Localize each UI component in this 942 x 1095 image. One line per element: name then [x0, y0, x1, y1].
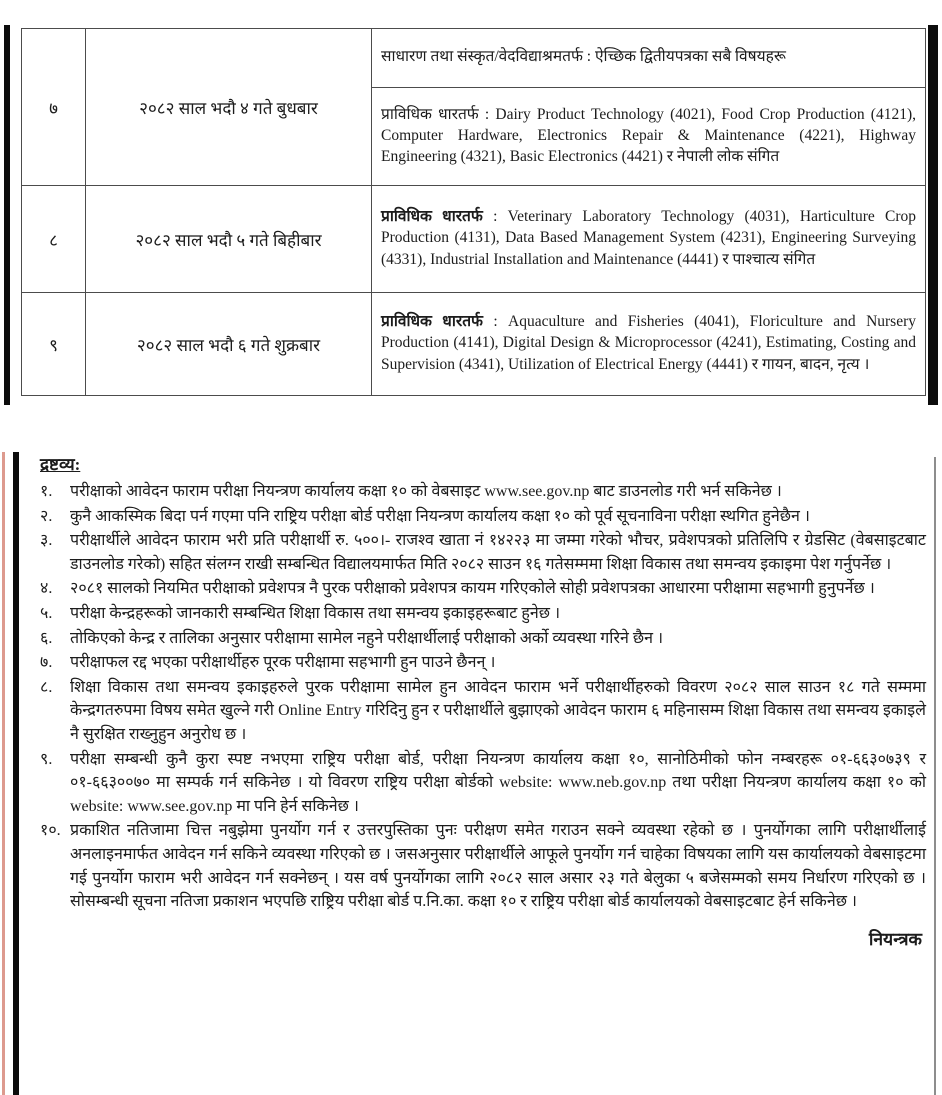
note-text-1: परीक्षाको आवेदन फाराम परीक्षा नियन्त्रण कार्यालय कक्षा १० को वेबसाइट www.see.gov.np बाट डाउनलोड गरी भर्न सकिनेछ । [70, 483, 782, 500]
row7-technical-subjects-cell [372, 88, 926, 186]
row7-exam-date: २०८२ साल भदौ ४ गते बुधबार [86, 29, 372, 186]
row9-serial-number: ९ [22, 293, 86, 396]
note-text-9: परीक्षा सम्बन्धी कुनै कुरा स्पष्ट नभएमा राष्ट्रिय परीक्षा बोर्ड, परीक्षा नियन्त्रण कार्यालय कक्षा १०, सानोठिमीको फोन नम्बरहरू ०१-६६३०७३९ र ०१-६६३००७० मा सम्पर्क गर्न सकिनेछ । यो विवरण राष्ट्रिय परीक्षा बोर्डको website: www.neb.gov.np तथा परीक्षा नियन्त्रण कार्यालय कक्षा १० को website: www.see.gov.np मा पनि हेर्न सकिनेछ । [70, 750, 926, 815]
note-text-8: शिक्षा विकास तथा समन्वय इकाइहरुले पुरक परीक्षामा सामेल हुन आवेदन फाराम भर्ने परीक्षार्थीहरुको विवरण २०८२ साल साउन १८ गते सम्ममा केन्द्रगतरुपमा विषय समेत खुल्ने गरी Online Entry गरिदिनु हुन र परीक्षार्थीले बुझाएको आवेदन फाराम ६ महिनासम्म शिक्षा विकास तथा समन्वय इकाइले नै सुरक्षित राख्नुहुन अनुरोध छ । [70, 678, 926, 743]
note-item-1 [40, 480, 926, 504]
row9-technical-lead: प्राविधिक धारतर्फ [381, 313, 483, 331]
note-marker-7: ७. [40, 654, 53, 672]
note-item-8 [40, 676, 926, 747]
row7-technical-rest: : Dairy Product Technology (4021), Food Crop Production (4121), Computer Hardware, Electronics Repair & Maintenance (4221), Highway Engineering (4321), Basic Electronics (4421) र नेपाली लोक संगित [381, 105, 917, 166]
note-item-3 [40, 529, 926, 576]
note-text-7: परीक्षाफल रद्द भएका परीक्षार्थीहरु पूरक परीक्षामा सहभागी हुन पाउने छैनन् । [70, 654, 496, 672]
note-item-10 [40, 819, 926, 913]
table-row-9 [22, 293, 926, 396]
notes-left-accent-line [2, 452, 5, 1095]
row9-technical-subjects-cell [372, 293, 926, 396]
notes-right-border-line [934, 457, 936, 1095]
row8-technical-subjects-cell [372, 186, 926, 293]
note-text-10: प्रकाशित नतिजामा चित्त नबुझेमा पुनर्योग गर्न र उत्तरपुस्तिका पुनः परीक्षण समेत गराउन सक्ने व्यवस्था रहेको छ । पुनर्योगका लागि परीक्षार्थीलाई अनलाइनमार्फत आवेदन गर्न सकिने व्यवस्था गरिएको छ । जसअनुसार परीक्षार्थीले आफूले पुनर्योग गर्न चाहेका विषयका लागि यस कार्यालयको वेबसाइटमा गई पुनर्योग फाराम भरी आवेदन गर्न सक्नेछन् । यस वर्ष पुनर्योगका लागि २०८२ साल असार २३ गते बेलुका ५ बजेसम्मको समय निर्धारण गरिएको छ । सोसम्बन्धी सूचना नतिजा प्रकाशन भएपछि राष्ट्रिय परीक्षा बोर्ड प.नि.का. कक्षा १० र राष्ट्रिय परीक्षा बोर्ड कार्यालयको वेबसाइटबाट हेर्न सकिनेछ । [70, 822, 926, 911]
note-marker-3: ३. [40, 532, 53, 550]
note-marker-5: ५. [40, 604, 53, 622]
note-marker-8: ८. [40, 678, 53, 696]
note-item-2 [40, 505, 926, 529]
note-marker-4: ४. [40, 580, 53, 598]
note-text-5: परीक्षा केन्द्रहरूको जानकारी सम्बन्धित शिक्षा विकास तथा समन्वय इकाइहरूबाट हुनेछ । [70, 604, 561, 622]
note-marker-6: ६. [40, 629, 53, 647]
row9-exam-date: २०८२ साल भदौ ६ गते शुक्रबार [86, 293, 372, 396]
row7-general-subjects-cell: साधारण तथा संस्कृत/वेदविद्याश्रमतर्फ : ऐच्छिक द्वितीयपत्रका सबै विषयहरू [372, 29, 926, 88]
notes-content [40, 453, 926, 951]
table-row-7 [22, 29, 926, 88]
note-item-9 [40, 748, 926, 819]
row8-technical-lead: प्राविधिक धारतर्फ [381, 208, 483, 226]
exam-schedule-table [21, 28, 926, 396]
note-marker-9: ९. [40, 750, 53, 768]
note-marker-10: १०. [40, 822, 61, 840]
signature-controller: नियन्त्रक [868, 928, 922, 949]
note-item-5 [40, 602, 926, 626]
row8-exam-date: २०८२ साल भदौ ५ गते बिहीबार [86, 186, 372, 293]
notes-heading: द्रष्टव्य: [40, 455, 81, 474]
note-item-6 [40, 627, 926, 651]
note-marker-2: २. [40, 507, 53, 525]
note-marker-1: १. [40, 483, 53, 500]
page-border-bar-right [928, 25, 938, 405]
note-item-4 [40, 577, 926, 601]
page-border-bar-left [4, 25, 10, 405]
exam-schedule-table-wrap [21, 28, 926, 396]
row8-technical-rest: : Veterinary Laboratory Technology (4031), Harticulture Crop Production (4131), Data Based Management System (4231), Engineering Surveying (4331), Industrial Installation and Maintenance (4441) र पाश्चात्य संगित [381, 208, 917, 268]
row8-serial-number: ८ [22, 186, 86, 293]
note-text-3: परीक्षार्थीले आवेदन फाराम भरी प्रति परीक्षार्थी रु. ५००।- राजश्व खाता नं १४२२३ मा जम्मा गरेको भौचर, प्रवेशपत्रको प्रतिलिपि र ग्रेडसिट (वेबसाइटबाट डाउनलोड गरेको) सहित संलग्न राखी सम्बन्धित विद्यालयमार्फत मिति २०८२ साउन १६ गतेसम्ममा शिक्षा विकास तथा समन्वय इकाइमा पेश गर्नुपर्नेछ । [70, 532, 926, 573]
row7-technical-lead: प्राविधिक धारतर्फ [381, 105, 479, 123]
notes-section [0, 452, 942, 1095]
table-row-8 [22, 186, 926, 293]
note-text-4: २०८१ सालको नियमित परीक्षाको प्रवेशपत्र नै पुरक परीक्षाको प्रवेशपत्र कायम गरिएकोले सोही प्रवेशपत्रका आधारमा परीक्षामा सहभागी हुनुपर्नेछ । [70, 580, 875, 598]
notes-left-border-bar [13, 452, 19, 1095]
note-item-7 [40, 651, 926, 675]
row7-serial-number: ७ [22, 29, 86, 186]
note-text-6: तोकिएको केन्द्र र तालिका अनुसार परीक्षामा सामेल नहुने परीक्षार्थीलाई परीक्षाको अर्को व्यवस्था गरिने छैन । [70, 629, 664, 647]
row9-technical-rest: : Aquaculture and Fisheries (4041), Floriculture and Nursery Production (4141), Digital Design & Microprocessor (4241), Estimating, Costing and Supervision (4341), Utilization of Electrical Energy (4441) र गायन, बादन, नृत्य । [381, 313, 916, 373]
note-text-2: कुनै आकस्मिक बिदा पर्न गएमा पनि राष्ट्रिय परीक्षा बोर्ड परीक्षा नियन्त्रण कार्यालय कक्षा १० को पूर्व सूचनाविना परीक्षा स्थगित हुनेछैन । [70, 507, 810, 525]
